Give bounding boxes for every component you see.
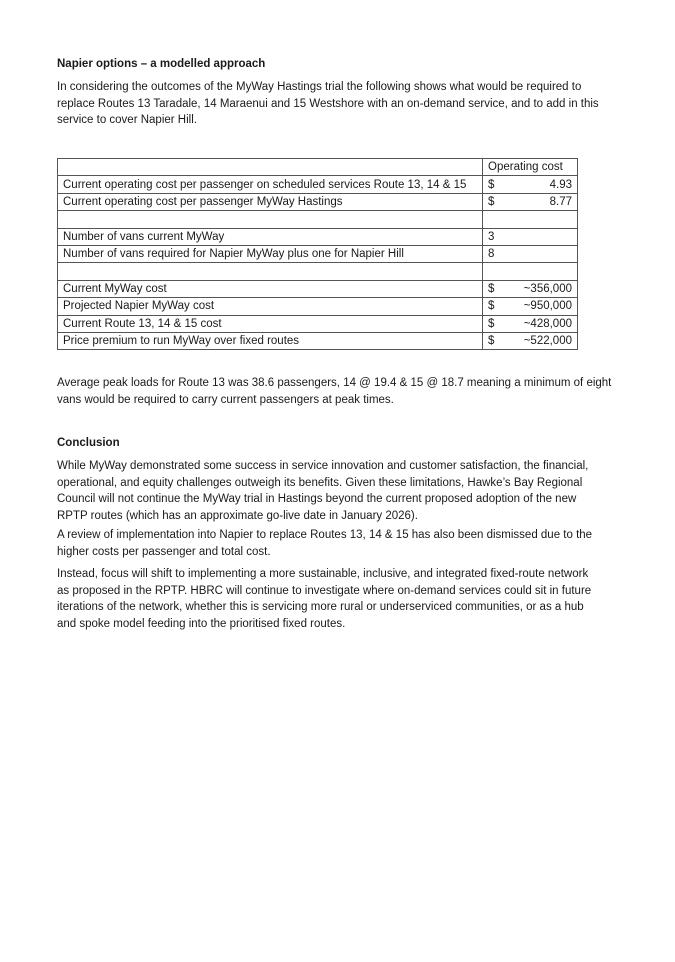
conclusion-paragraph-1 [57,458,622,524]
conclusion-paragraph-3 [57,566,622,632]
conclusion-line: While MyWay demonstrated some success in service innovation and customer satisfaction, the financial, [57,460,589,472]
table-header-row [58,159,578,176]
conclusion-line: and spoke model feeding into the prioritised fixed routes. [57,617,346,630]
conclusion-line: A review of implementation into Napier to replace Routes 13, 14 & 15 has also been dismissed due to the [57,529,593,541]
table-row [58,176,578,193]
row-label: Current operating cost per passenger on scheduled services Route 13, 14 & 15 [58,176,483,193]
intro-line: In considering the outcomes of the MyWay Hastings trial the following shows what would be required to [57,81,582,93]
row-label: Current MyWay cost [58,280,483,297]
row-currency: $ [488,195,495,208]
table-row [58,280,578,297]
row-value: ~428,000 [523,317,572,330]
table-row-spacer [58,263,578,280]
intro-line: service to cover Napier Hill. [57,114,197,126]
table-row [58,332,578,349]
row-label: Current Route 13, 14 & 15 cost [58,315,483,332]
row-value: ~522,000 [523,335,572,348]
row-currency: $ [488,300,495,313]
conclusion-line: as proposed in the RPTP. HBRC will continue to investigate where on-demand services could sit in future [57,584,592,597]
row-label: Number of vans current MyWay [58,228,483,245]
row-value: ~950,000 [523,300,572,313]
table-row-spacer [58,211,578,228]
table-header-operating-cost: Operating cost [483,159,578,176]
conclusion-paragraph-2 [57,527,622,560]
intro-paragraph [57,79,622,129]
conclusion-line: Instead, focus will shift to implementing a more sustainable, inclusive, and integrated fixed-route network [57,568,589,580]
conclusion-line: Council will not continue the MyWay trial in Hastings beyond the current proposed adoption of the new [57,493,577,505]
conclusion-heading: Conclusion [57,437,120,449]
row-label: Number of vans required for Napier MyWay plus one for Napier Hill [58,245,483,262]
table-row [58,315,578,332]
row-currency: $ [488,282,495,295]
conclusion-line: iterations of the network, whether this is servicing more rural or underserviced communities, or as a hub [57,601,584,613]
row-currency: $ [488,317,495,330]
table-row [58,193,578,210]
peak-line: vans would be required to carry current passengers at peak times. [57,393,394,406]
row-value: 8.77 [549,195,572,208]
table-row [58,245,578,262]
row-label: Projected Napier MyWay cost [58,298,483,315]
table-row [58,228,578,245]
row-value: 4.93 [549,178,572,191]
row-label: Current operating cost per passenger MyWay Hastings [58,193,483,210]
row-currency: $ [488,335,495,348]
conclusion-line: higher costs per passenger and total cost. [57,545,271,558]
intro-line: replace Routes 13 Taradale, 14 Maraenui and 15 Westshore with an on-demand service, and to add in this [57,97,599,110]
row-currency: $ [488,178,495,191]
row-value: ~356,000 [523,282,572,295]
row-count: 3 [483,228,578,245]
conclusion-line: operational, and equity challenges outweigh its benefits. Given these limitations, Hawke’s Bay Regional [57,476,583,489]
operating-cost-table [57,158,578,350]
conclusion-line: RPTP routes (which has an approximate go-live date in January 2026). [57,509,418,522]
row-label: Price premium to run MyWay over fixed routes [58,332,483,349]
peak-loads-paragraph [57,375,622,408]
peak-line: Average peak loads for Route 13 was 38.6 passengers, 14 @ 19.4 & 15 @ 18.7 meaning a minimum of eight [57,377,612,389]
table-header-empty [58,159,483,176]
section-heading-napier-options: Napier options – a modelled approach [57,58,266,70]
table-row [58,298,578,315]
row-count: 8 [483,245,578,262]
